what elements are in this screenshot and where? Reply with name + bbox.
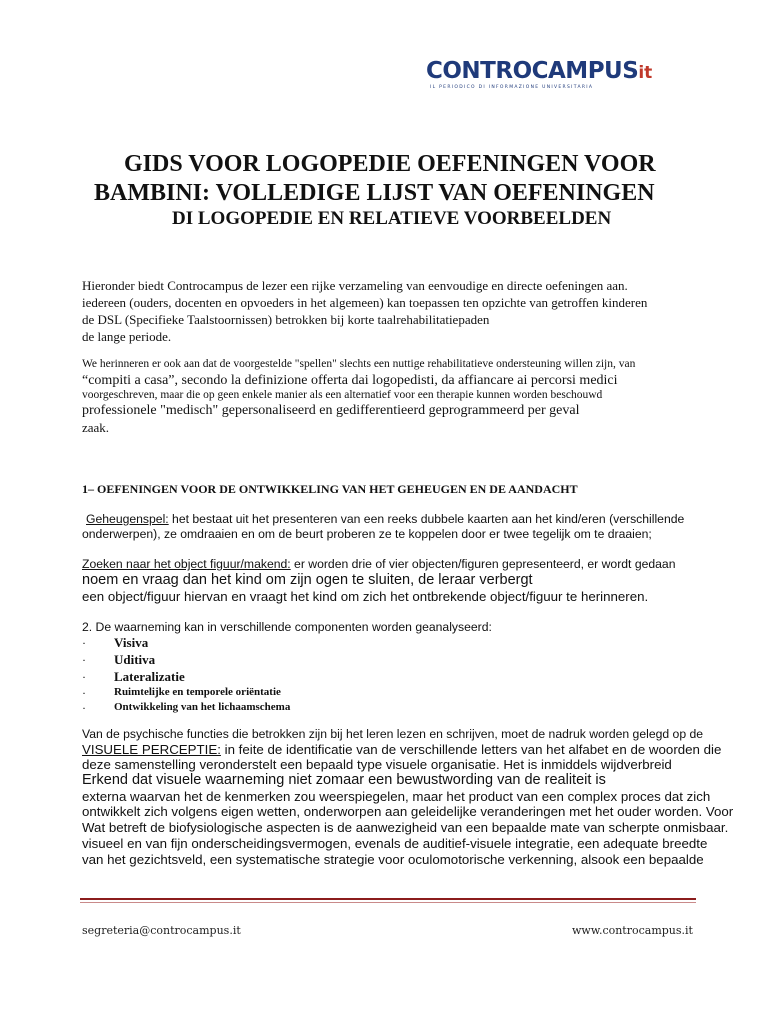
- bullet-dot: ·: [82, 653, 86, 667]
- logo-subtitle: IL PERIODICO DI INFORMAZIONE UNIVERSITARIA: [430, 85, 594, 90]
- visual-perception-line-8: visueel en van fijn onderscheidingsvermogen, evenals de auditief-visuele integratie, een adequate breedte: [82, 836, 708, 851]
- visual-perception-line-9: van het gezichtsveld, een systematische strategie voor oculomotorische verkenning, alsook een bepaalde: [82, 852, 704, 867]
- visual-perception-line-7: Wat betreft de biofysiologische aspecten is de aanwezigheid van een bepaalde mate van scherpte onmisbaar.: [82, 820, 729, 835]
- memory-game-line-1: Geheugenspel: het bestaat uit het presenteren van een reeks dubbele kaarten aan het kind/eren (verschillende: [86, 512, 685, 526]
- intro-line-3: de DSL (Specifieke Taalstoornissen) betrokken bij korte taalrehabilitatiepaden: [82, 312, 490, 327]
- object-search-line-3: een object/figuur hiervan en vraagt het kind om zich het ontbrekende object/figuur te herinneren.: [82, 589, 649, 604]
- reminder-line-1: We herinneren er ook aan dat de voorgestelde "spellen" slechts een nuttige rehabilitatieve ondersteuning willen zijn, van: [82, 358, 636, 370]
- perception-intro: 2. De waarneming kan in verschillende componenten worden geanalyseerd:: [82, 620, 492, 634]
- footer-email: segreteria@controcampus.it: [82, 924, 241, 937]
- visual-perception-line-4: Erkend dat visuele waarneming niet zomaar een bewustwording van de realiteit is: [82, 772, 606, 788]
- intro-line-4: de lange periode.: [82, 329, 172, 344]
- logo-main-text: CONTROCAMPUS: [426, 58, 639, 84]
- logo-it-text: it: [638, 63, 653, 83]
- footer-rule-thin: [80, 902, 696, 903]
- reminder-line-5: zaak.: [82, 420, 110, 435]
- bullet-dot: ·: [82, 686, 86, 700]
- title-line-1: GIDS VOOR LOGOPEDIE OEFENINGEN VOOR: [124, 151, 656, 177]
- footer-rule: [80, 898, 696, 900]
- title-line-3: DI LOGOPEDIE EN RELATIEVE VOORBEELDEN: [172, 208, 612, 229]
- visual-perception-line-6: ontwikkelt zich volgens eigen wetten, onderworpen aan geleidelijke veranderingen met het ouder worden. Voor: [82, 804, 734, 819]
- visual-perception-line-5: externa waarvan het de kenmerken zou weerspiegelen, maar het product van een complex proces dat zich: [82, 789, 711, 804]
- memory-game-label: Geheugenspel:: [86, 512, 169, 526]
- reminder-line-2: “compiti a casa”, secondo la definizione offerta dai logopedisti, da affiancare ai percorsi medici: [82, 373, 618, 388]
- visual-perception-label: VISUELE PERCEPTIE:: [82, 742, 221, 757]
- object-search-line-1: Zoeken naar het object figuur/makend: er worden drie of vier objecten/figuren gepresenteerd, er wordt gedaan: [82, 557, 676, 571]
- object-search-line-2: noem en vraag dan het kind om zijn ogen te sluiten, de leraar verbergt: [82, 572, 533, 588]
- section-1-heading: 1– OEFENINGEN VOOR DE ONTWIKKELING VAN HET GEHEUGEN EN DE AANDACHT: [82, 482, 578, 496]
- bullet-item-lateralizatie: Lateralizatie: [114, 669, 185, 684]
- footer-website: www.controcampus.it: [572, 924, 693, 937]
- bullet-dot: ·: [82, 670, 86, 684]
- visual-perception-line-1: Van de psychische functies die betrokken zijn bij het leren lezen en schrijven, moet de nadruk worden gelegd op de: [82, 727, 704, 741]
- controcampus-logo: [426, 58, 652, 84]
- visual-perception-line-2: VISUELE PERCEPTIE: in feite de identificatie van de verschillende letters van het alfabet en de woorden die: [82, 742, 722, 757]
- bullet-item-visiva: Visiva: [114, 635, 149, 650]
- object-search-label: Zoeken naar het object figuur/makend:: [82, 557, 291, 571]
- bullet-dot: ·: [82, 701, 86, 715]
- title-line-2: BAMBINI: VOLLEDIGE LIJST VAN OEFENINGEN: [94, 180, 655, 206]
- bullet-dot: ·: [82, 636, 86, 650]
- reminder-line-4: professionele "medisch" gepersonaliseerd en gedifferentieerd geprogrammeerd per geval: [82, 403, 580, 418]
- reminder-line-3: voorgeschreven, maar die op geen enkele manier als een alternatief voor een therapie kunnen worden beschouwd: [82, 389, 603, 401]
- bullet-item-uditiva: Uditiva: [114, 652, 156, 667]
- intro-line-1: Hieronder biedt Controcampus de lezer een rijke verzameling van eenvoudige en directe oefeningen aan.: [82, 278, 628, 293]
- intro-line-2: iedereen (ouders, docenten en opvoeders in het algemeen) kan toepassen ten opzichte van getroffen kinderen: [82, 295, 648, 310]
- bullet-item-orientatie: Ruimtelijke en temporele oriëntatie: [114, 686, 281, 698]
- visual-perception-line-3: deze samenstelling veronderstelt een bepaald type visuele organisatie. Het is inmiddels wijdverbreid: [82, 757, 672, 772]
- bullet-item-lichaamschema: Ontwikkeling van het lichaamschema: [114, 701, 291, 713]
- memory-game-line-2: onderwerpen), ze omdraaien en om de beurt proberen ze te koppelen door er twee tegelijk om te draaien;: [82, 527, 652, 541]
